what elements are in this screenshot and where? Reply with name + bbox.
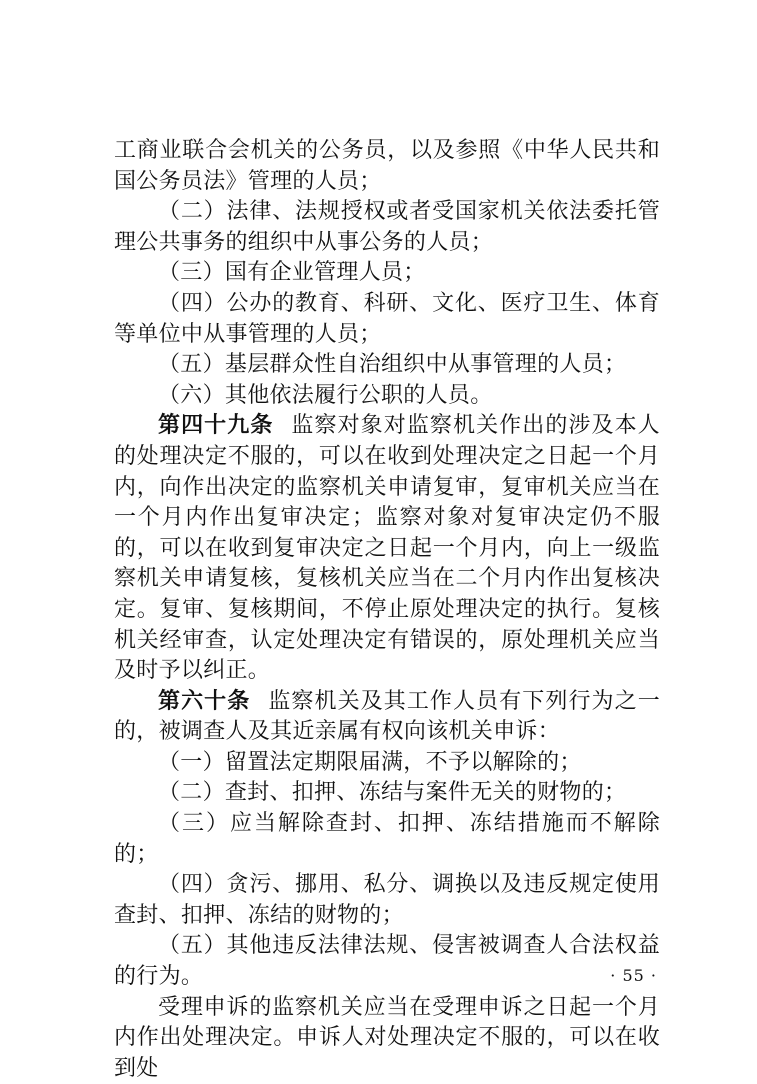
paragraph-1 <box>114 136 660 197</box>
paragraph-11 <box>114 809 660 870</box>
paragraph-6 <box>114 381 660 412</box>
paragraph-14 <box>114 993 660 1084</box>
article-number: 第四十九条 <box>158 413 274 439</box>
paragraph-text: （一）留置法定期限届满，不予以解除的； <box>158 749 582 775</box>
paragraph-5 <box>114 350 660 381</box>
paragraph-text: （五）基层群众性自治组织中从事管理的人员； <box>158 352 627 378</box>
paragraph-text: 受理申诉的监察机关应当在受理申诉之日起一个月内作出处理决定。申诉人对处理决定不服的，可以在收到处 <box>114 994 660 1081</box>
paragraph-text: 监察对象对监察机关作出的涉及本人的处理决定不服的，可以在收到处理决定之日起一个月内，向作出决定的监察机关申请复审，复审机关应当在一个月内作出复审决定；监察对象对复审决定仍不服的，可以在收到复审决定之日起一个月内，向上一级监察机关申请复核，复核机关应当在二个月内作出复核决定。复审、复核期间，不停止原处理决定的执行。复核机关经审查，认定处理决定有错误的，原处理机关应当及时予以纠正。 <box>114 413 660 684</box>
paragraph-text: （三）国有企业管理人员； <box>158 260 426 286</box>
paragraph-text: （六）其他依法履行公职的人员。 <box>158 382 493 408</box>
paragraph-2 <box>114 197 660 258</box>
page-body <box>114 136 660 1084</box>
paragraph-3 <box>114 258 660 289</box>
paragraph-9 <box>114 748 660 779</box>
article-49-paragraph <box>114 411 660 686</box>
paragraph-4 <box>114 289 660 350</box>
paragraph-12 <box>114 870 660 931</box>
paragraph-text: （二）查封、扣押、冻结与案件无关的财物的； <box>158 780 627 806</box>
paragraph-13 <box>114 931 660 992</box>
paragraph-text: （二）法律、法规授权或者受国家机关依法委托管理公共事务的组织中从事公务的人员； <box>114 199 660 255</box>
paragraph-text: （五）其他违反法律法规、侵害被调查人合法权益的行为。 <box>114 933 660 990</box>
article-number: 第六十条 <box>158 688 251 714</box>
article-60-paragraph <box>114 687 660 748</box>
page-number: · 55 · <box>610 966 657 985</box>
paragraph-text: （四）公办的教育、科研、文化、医疗卫生、体育等单位中从事管理的人员； <box>114 290 660 347</box>
paragraph-text: （四）贪污、挪用、私分、调换以及违反规定使用查封、扣押、冻结的财物的； <box>114 872 660 928</box>
paragraph-text: （三）应当解除查封、扣押、冻结措施而不解除的； <box>114 811 660 867</box>
paragraph-text: 工商业联合会机关的公务员，以及参照《中华人民共和国公务员法》管理的人员； <box>114 138 660 194</box>
paragraph-10 <box>114 778 660 809</box>
paragraph-text: 监察机关及其工作人员有下列行为之一的，被调查人及其近亲属有权向该机关申诉： <box>114 688 660 745</box>
